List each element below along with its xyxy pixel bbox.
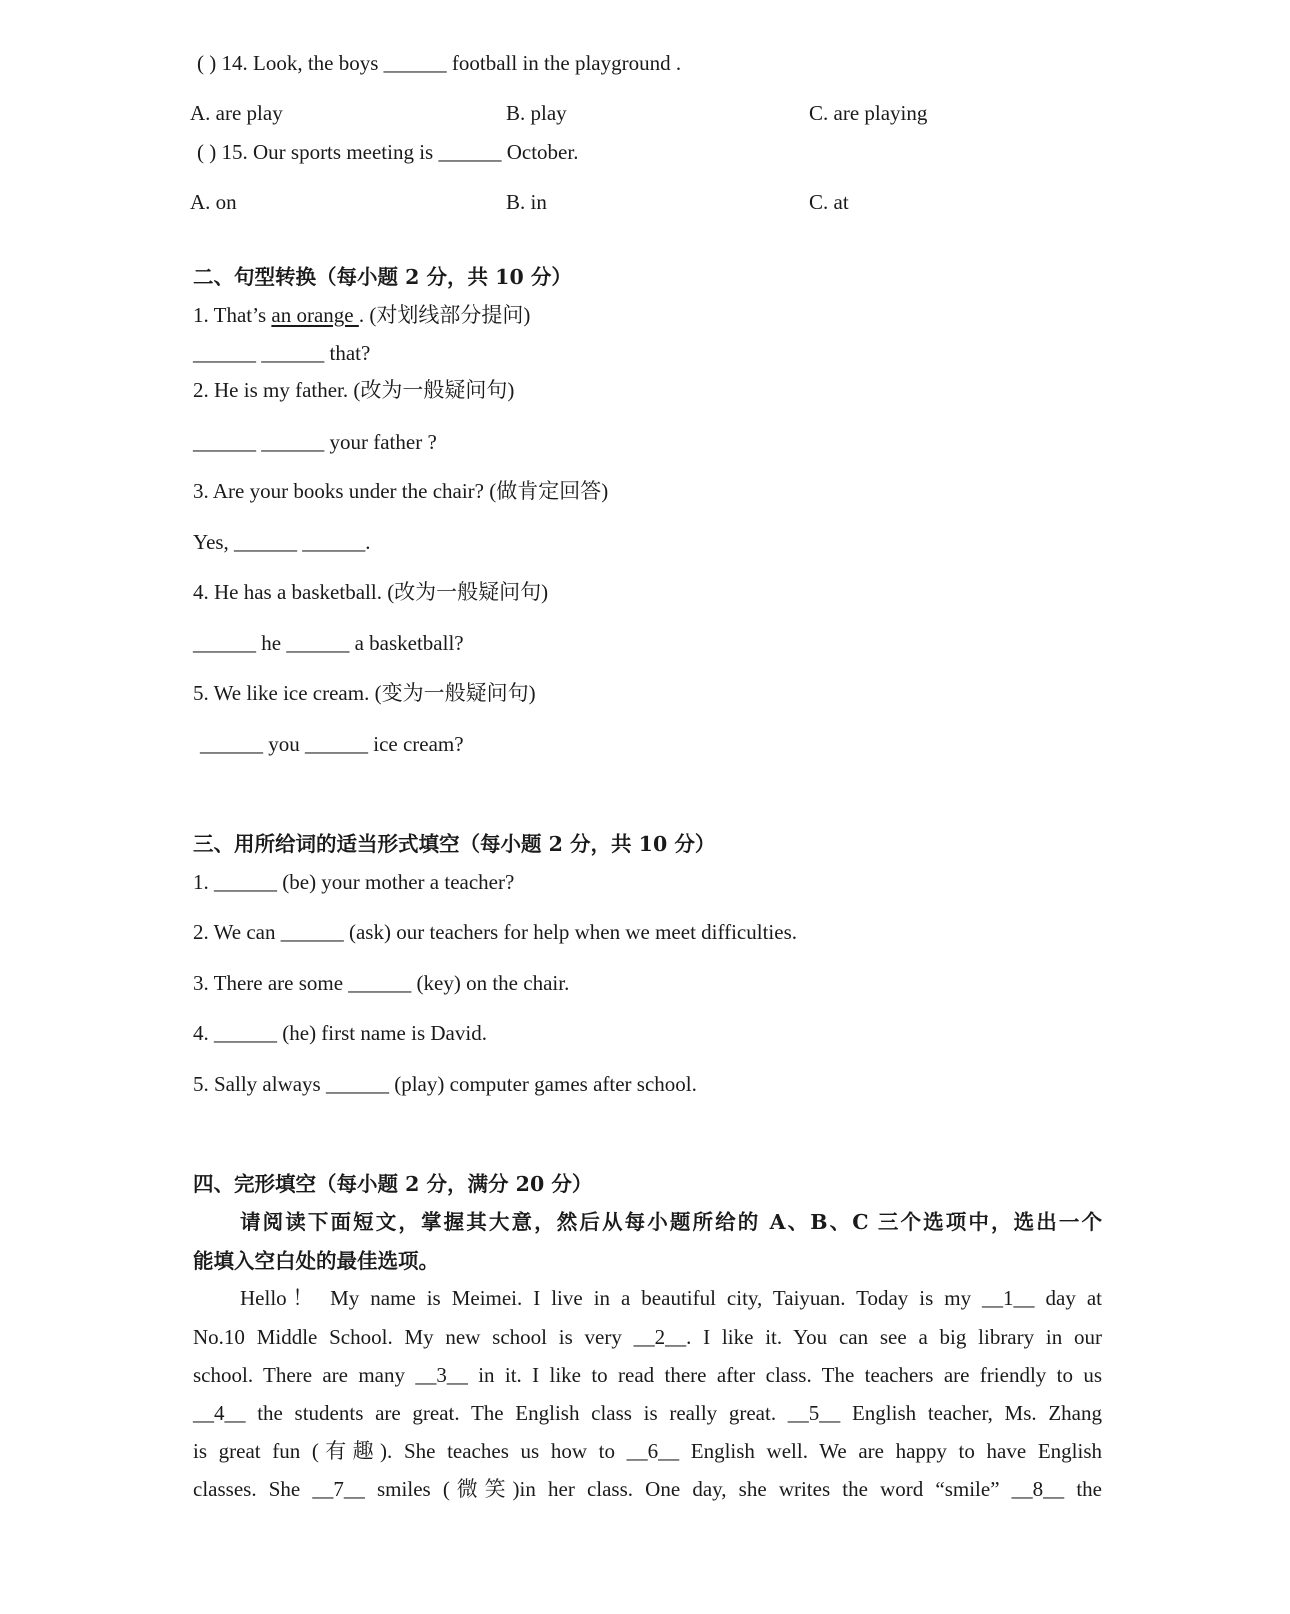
question-15-stem: ( ) 15. Our sports meeting is ______ October. xyxy=(197,140,579,164)
part2-item-1: 1. That’s an orange . (对划线部分提问) xyxy=(193,303,531,327)
question-14-option-b: B. play xyxy=(506,101,567,125)
question-14-stem: ( ) 14. Look, the boys ______ football in the playground . xyxy=(197,51,682,75)
section-3-heading: 三、用所给词的适当形式填空（每小题 2 分，共 10 分） xyxy=(193,832,716,856)
part3-item-4: 4. ______ (he) first name is David. xyxy=(193,1021,487,1045)
passage-line-1: Hello！ My name is Meimei. I live in a beautiful city, Taiyuan. Today is my __1__ day at xyxy=(240,1286,1102,1310)
part2-answer-2: ______ ______ your father ? xyxy=(193,430,437,454)
question-15-option-a: A. on xyxy=(190,190,237,214)
question-15-option-b: B. in xyxy=(506,190,547,214)
part3-item-5: 5. Sally always ______ (play) computer games after school. xyxy=(193,1072,697,1096)
section-4-heading: 四、完形填空（每小题 2 分，满分 20 分） xyxy=(193,1172,593,1196)
cloze-instruction-line-2: 能填入空白处的最佳选项。 xyxy=(193,1249,439,1273)
question-15-option-c: C. at xyxy=(809,190,849,214)
cloze-instruction-line-1: 请阅读下面短文，掌握其大意，然后从每小题所给的 A、B、C 三个选项中，选出一个 xyxy=(240,1210,1102,1234)
part2-answer-1: ______ ______ that? xyxy=(193,341,371,365)
part3-item-3: 3. There are some ______ (key) on the chair. xyxy=(193,971,570,995)
passage-line-5: is great fun (有趣). She teaches us how to __6__ English well. We are happy to have English xyxy=(193,1439,1102,1463)
part2-answer-4: ______ he ______ a basketball? xyxy=(193,631,464,655)
section-2-heading: 二、句型转换（每小题 2 分，共 10 分） xyxy=(193,265,572,289)
passage-line-3: school. There are many __3__ in it. I like to read there after class. The teachers are friendly to us xyxy=(193,1363,1102,1387)
question-14-option-c: C. are playing xyxy=(809,101,928,125)
part2-item-3: 3. Are your books under the chair? (做肯定回答) xyxy=(193,479,609,503)
part3-item-1: 1. ______ (be) your mother a teacher? xyxy=(193,870,515,894)
part2-item-4: 4. He has a basketball. (改为一般疑问句) xyxy=(193,580,549,604)
part2-item-2: 2. He is my father. (改为一般疑问句) xyxy=(193,378,515,402)
passage-line-4: __4__ the students are great. The English class is really great. __5__ English teacher, Ms. Zhang xyxy=(193,1401,1102,1425)
part2-answer-5: ______ you ______ ice cream? xyxy=(200,732,464,756)
passage-line-6: classes. She __7__ smiles (微笑)in her class. One day, she writes the word “smile” __8__ the xyxy=(193,1477,1102,1501)
part2-answer-3: Yes, ______ ______. xyxy=(193,530,371,554)
part2-item-5: 5. We like ice cream. (变为一般疑问句) xyxy=(193,681,536,705)
question-14-option-a: A. are play xyxy=(190,101,283,125)
part3-item-2: 2. We can ______ (ask) our teachers for help when we meet difficulties. xyxy=(193,920,797,944)
passage-line-2: No.10 Middle School. My new school is very __2__. I like it. You can see a big library in our xyxy=(193,1325,1102,1349)
